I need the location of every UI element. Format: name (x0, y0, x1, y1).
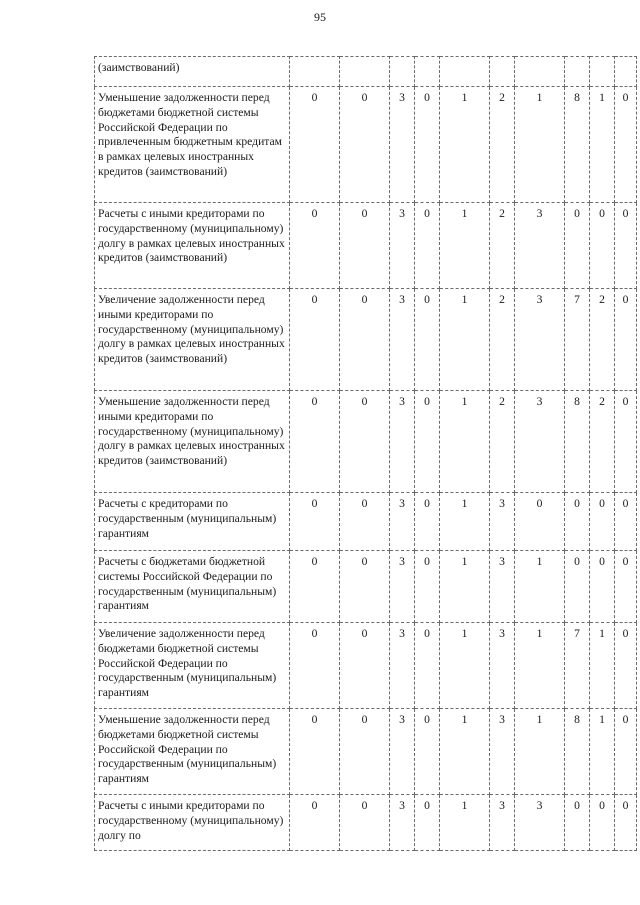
code-digit: 0 (415, 87, 440, 203)
code-digit: 0 (590, 551, 615, 623)
code-digit: 2 (590, 289, 615, 391)
code-digit: 1 (515, 551, 565, 623)
code-digit: 1 (440, 709, 490, 795)
code-digit: 1 (515, 623, 565, 709)
row-label: Расчеты с кредиторами по государственным (муниципальным) гарантиям (95, 493, 290, 551)
code-digit: 3 (390, 493, 415, 551)
code-digit: 1 (590, 87, 615, 203)
code-digit: 0 (290, 551, 340, 623)
code-digit: 1 (440, 87, 490, 203)
page-number: 95 (314, 10, 326, 24)
table-row (95, 289, 637, 391)
code-digit: 0 (340, 795, 390, 851)
code-digit: 3 (490, 795, 515, 851)
code-digit: 0 (565, 203, 590, 289)
code-digit: 0 (290, 795, 340, 851)
code-digit: 0 (590, 203, 615, 289)
code-digit: 0 (615, 623, 637, 709)
table-row (95, 493, 637, 551)
code-digit (590, 57, 615, 87)
code-digit: 3 (490, 623, 515, 709)
code-digit: 1 (440, 493, 490, 551)
account-codes-table (94, 56, 637, 851)
code-digit: 0 (340, 203, 390, 289)
code-digit: 0 (340, 493, 390, 551)
code-digit: 0 (290, 87, 340, 203)
code-digit: 0 (415, 289, 440, 391)
code-digit: 1 (440, 391, 490, 493)
code-digit: 0 (615, 551, 637, 623)
code-digit: 3 (390, 289, 415, 391)
code-digit: 0 (615, 795, 637, 851)
code-digit: 0 (565, 551, 590, 623)
code-digit: 0 (290, 391, 340, 493)
code-digit: 1 (590, 623, 615, 709)
table-row (95, 551, 637, 623)
code-digit: 0 (290, 493, 340, 551)
code-digit: 1 (515, 87, 565, 203)
code-digit: 3 (390, 203, 415, 289)
row-label: Увеличение задолженности перед иными кредиторами по государственному (муниципальному) долгу в рамках целевых иностранных кредитов (заимствований) (95, 289, 290, 391)
code-digit: 1 (440, 551, 490, 623)
code-digit: 0 (615, 289, 637, 391)
code-digit: 8 (565, 391, 590, 493)
code-digit: 7 (565, 289, 590, 391)
table-row (95, 623, 637, 709)
table-body (95, 57, 637, 851)
table-row (95, 391, 637, 493)
code-digit: 0 (515, 493, 565, 551)
code-digit: 1 (440, 203, 490, 289)
row-label: Уменьшение задолженности перед бюджетами бюджетной системы Российской Федерации по привлеченным бюджетным кредитам в рамках целевых иностранных кредитов (заимствований) (95, 87, 290, 203)
code-digit: 0 (415, 551, 440, 623)
code-digit: 0 (340, 289, 390, 391)
code-digit: 3 (390, 551, 415, 623)
code-digit: 3 (515, 203, 565, 289)
code-digit: 0 (415, 203, 440, 289)
code-digit: 0 (415, 795, 440, 851)
row-label: Уменьшение задолженности перед иными кредиторами по государственному (муниципальному) долгу в рамках целевых иностранных кредитов (заимствований) (95, 391, 290, 493)
code-digit: 3 (390, 709, 415, 795)
code-digit (565, 57, 590, 87)
code-digit (615, 57, 637, 87)
code-digit (515, 57, 565, 87)
table-row (95, 709, 637, 795)
code-digit: 3 (490, 551, 515, 623)
code-digit: 0 (340, 623, 390, 709)
code-digit: 2 (490, 87, 515, 203)
code-digit: 0 (290, 203, 340, 289)
code-digit: 0 (565, 493, 590, 551)
code-digit: 8 (565, 87, 590, 203)
code-digit: 0 (290, 289, 340, 391)
code-digit (340, 57, 390, 87)
table-row (95, 203, 637, 289)
table-row (95, 57, 637, 87)
code-digit: 3 (390, 87, 415, 203)
code-digit: 0 (615, 709, 637, 795)
code-digit: 1 (590, 709, 615, 795)
code-digit: 0 (590, 795, 615, 851)
code-digit: 3 (390, 391, 415, 493)
code-digit: 0 (615, 203, 637, 289)
code-digit (290, 57, 340, 87)
code-digit (390, 57, 415, 87)
code-digit: 3 (515, 289, 565, 391)
code-digit (490, 57, 515, 87)
code-digit: 3 (490, 709, 515, 795)
code-digit: 0 (615, 87, 637, 203)
row-label: Уменьшение задолженности перед бюджетами бюджетной системы Российской Федерации по государственным (муниципальным) гарантиям (95, 709, 290, 795)
code-digit: 1 (515, 709, 565, 795)
code-digit: 0 (415, 709, 440, 795)
row-label: (заимствований) (95, 57, 290, 87)
code-digit: 2 (490, 289, 515, 391)
row-label: Расчеты с иными кредиторами по государственному (муниципальному) долгу по (95, 795, 290, 851)
code-digit: 2 (490, 203, 515, 289)
code-digit: 0 (415, 623, 440, 709)
table-row (95, 87, 637, 203)
code-digit (440, 57, 490, 87)
row-label: Расчеты с иными кредиторами по государственному (муниципальному) долгу в рамках целевых иностранных кредитов (заимствований) (95, 203, 290, 289)
code-digit: 0 (340, 87, 390, 203)
code-digit: 0 (340, 391, 390, 493)
code-digit: 0 (340, 551, 390, 623)
code-digit: 2 (490, 391, 515, 493)
code-digit: 0 (290, 623, 340, 709)
code-digit: 3 (390, 795, 415, 851)
code-digit: 1 (440, 289, 490, 391)
code-digit: 0 (415, 493, 440, 551)
code-digit: 8 (565, 709, 590, 795)
code-digit: 3 (390, 623, 415, 709)
code-digit: 3 (515, 391, 565, 493)
code-digit: 2 (590, 391, 615, 493)
code-digit: 0 (340, 709, 390, 795)
code-digit: 0 (290, 709, 340, 795)
code-digit: 3 (515, 795, 565, 851)
row-label: Расчеты с бюджетами бюджетной системы Российской Федерации по государственным (муниципальным) гарантиям (95, 551, 290, 623)
code-digit: 0 (415, 391, 440, 493)
row-label: Увеличение задолженности перед бюджетами бюджетной системы Российской Федерации по государственным (муниципальным) гарантиям (95, 623, 290, 709)
table-row (95, 795, 637, 851)
code-digit: 0 (565, 795, 590, 851)
code-digit: 3 (490, 493, 515, 551)
code-digit: 1 (440, 623, 490, 709)
code-digit: 1 (440, 795, 490, 851)
code-digit: 0 (615, 493, 637, 551)
code-digit: 0 (615, 391, 637, 493)
code-digit (415, 57, 440, 87)
code-digit: 7 (565, 623, 590, 709)
code-digit: 0 (590, 493, 615, 551)
